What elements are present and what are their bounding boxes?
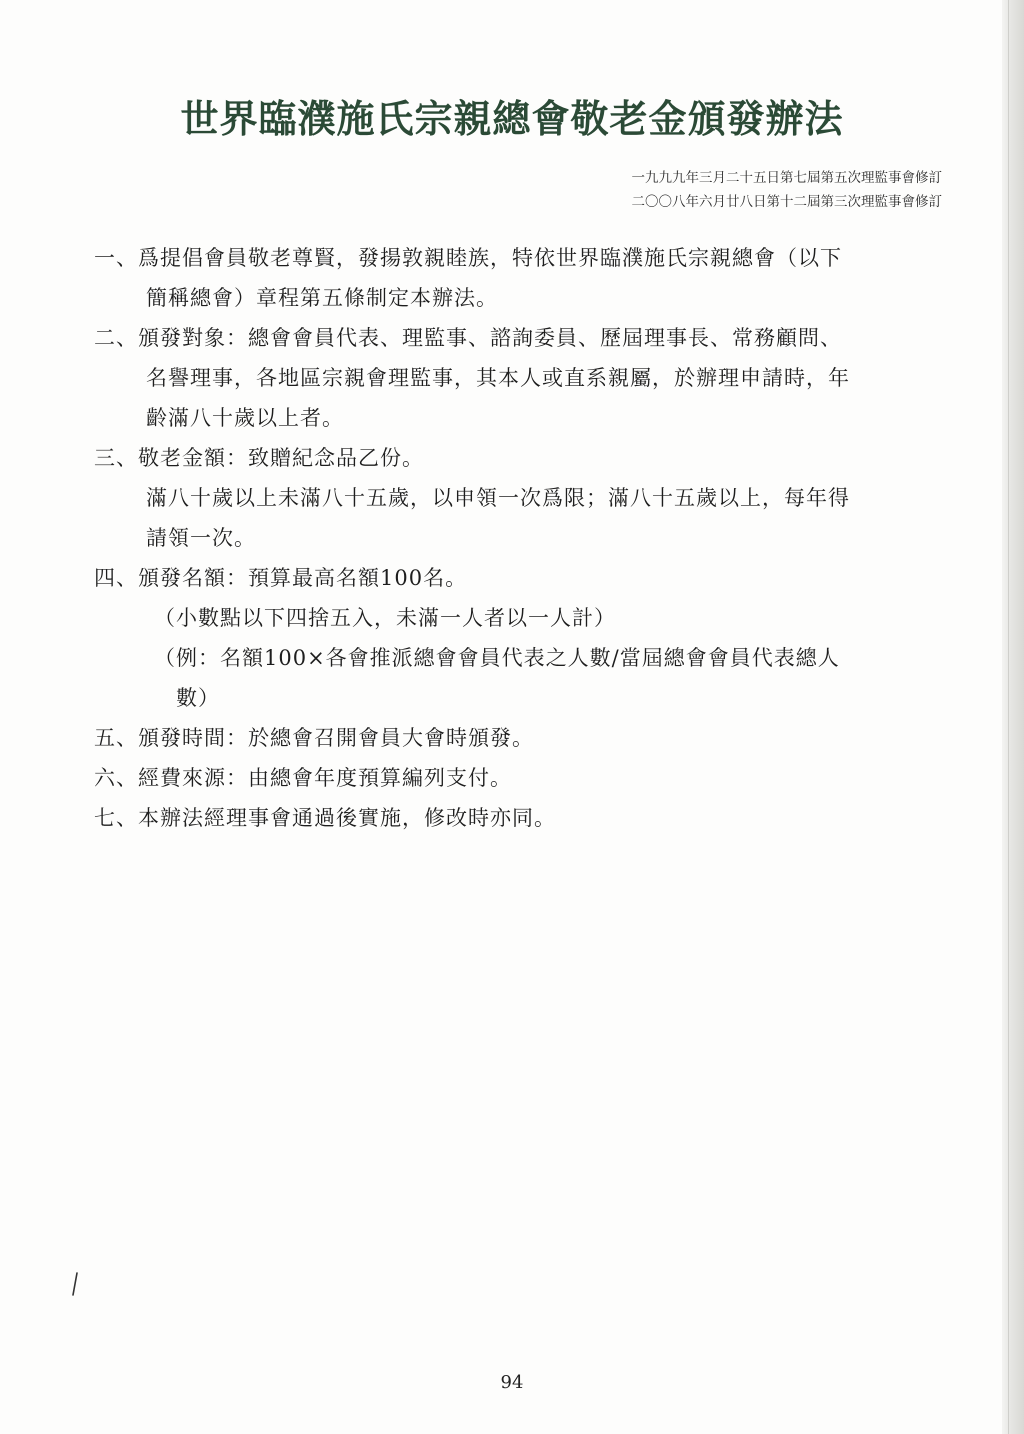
- clause-7: 七、本辦法經理事會通過後實施，修改時亦同。: [94, 806, 556, 830]
- page-edge-shadow: [1002, 0, 1024, 1434]
- page-number: 94: [500, 1372, 524, 1393]
- revision-note: 二〇〇八年六月廿八日第十二屆第三次理監事會修訂: [631, 194, 942, 210]
- revision-note: 一九九九年三月二十五日第七屆第五次理監事會修訂: [631, 170, 942, 186]
- clause-1-line-1: 一、爲提倡會員敬老尊賢，發揚敦親睦族，特依世界臨濮施氏宗親總會（以下: [94, 246, 842, 270]
- clause-1-line-2: 簡稱總會）章程第五條制定本辦法。: [146, 286, 498, 310]
- clause-3-line-2: 滿八十歲以上未滿八十五歲，以申領一次爲限；滿八十五歲以上，每年得: [146, 486, 850, 510]
- pen-stroke-mark: [70, 1272, 80, 1296]
- document-body: [94, 238, 954, 838]
- clause-2-line-2: 名譽理事，各地區宗親會理監事，其本人或直系親屬，於辦理申請時，年: [146, 366, 850, 390]
- clause-4-note-1: （小數點以下四捨五入，未滿一人者以一人計）: [154, 606, 616, 630]
- clause-3-line-1: 三、敬老金額：致贈紀念品乙份。: [94, 446, 424, 470]
- clause-6: 六、經費來源：由總會年度預算編列支付。: [94, 766, 512, 790]
- clause-4-note-2: （例：名額100×各會推派總會會員代表之人數/當屆總會會員代表總人: [154, 646, 840, 670]
- clause-4-line-1: 四、頒發名額：預算最高名額100名。: [94, 566, 468, 590]
- clause-5: 五、頒發時間：於總會召開會員大會時頒發。: [94, 726, 534, 750]
- document-title: 世界臨濮施氏宗親總會敬老金頒發辦法: [180, 97, 844, 141]
- clause-4-note-2-cont: 數）: [176, 686, 220, 710]
- revision-notes: [632, 166, 943, 214]
- clause-2-line-1: 二、頒發對象：總會會員代表、理監事、諮詢委員、歷屆理事長、常務顧問、: [94, 326, 842, 350]
- clause-2-line-3: 齡滿八十歲以上者。: [146, 406, 344, 430]
- clause-3-line-3: 請領一次。: [146, 526, 256, 550]
